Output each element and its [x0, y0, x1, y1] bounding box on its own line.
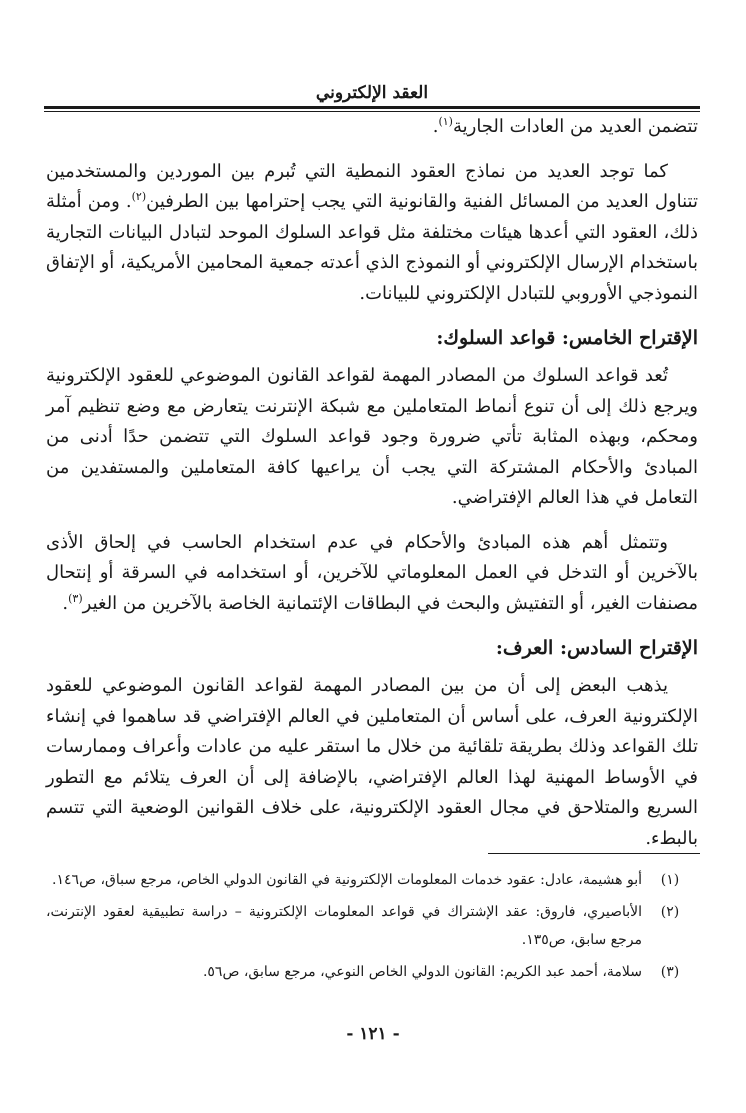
paragraph-text: وتتمثل أهم هذه المبادئ والأحكام في عدم استخدام الحاسب في إلحاق الأذى بالآخرين أو التدخل في العمل المعلوماتي للآخرين، أو استخدامه في السرقة أو إنتحال مصنفات الغير، أو التفتيش والبحث في البطاقات الإئتمانية الخاصة بالآخرين من الغير	[46, 531, 698, 614]
footnote-separator	[488, 853, 700, 854]
footnote-3	[46, 958, 698, 986]
paragraph-principles	[46, 528, 698, 620]
paragraph-text: كما توجد العديد من نماذج العقود النمطية التي تُبرم بين الموردين والمستخدمين تتناول العديد من المسائل الفنية والقانونية التي يجب إحترامها بين الطرفين	[46, 160, 698, 212]
running-header: العقد الإلكتروني	[315, 83, 429, 103]
footnote-ref-3[interactable]: (٣)	[68, 591, 83, 605]
footnote-1	[46, 866, 698, 894]
page-number: - ١٢١ -	[346, 1024, 400, 1044]
footnote-number: (١)	[660, 872, 680, 888]
footnote-number: (٢)	[660, 904, 680, 920]
header-rule-thick	[44, 106, 700, 109]
footnotes	[46, 866, 698, 990]
section-heading-conduct-rules: الإقتراح الخامس: قواعد السلوك:	[436, 327, 698, 349]
footnote-text: سلامة، أحمد عبد الكريم: القانون الدولي الخاص النوعي، مرجع سابق، ص٥٦.	[202, 964, 642, 980]
footnote-ref-1[interactable]: (١)	[438, 115, 453, 128]
paragraph-text-tail: . ومن أمثلة ذلك، العقود التي أعدها هيئات مختلفة مثل قواعد السلوك الموحد لتبادل البيانات التجارية باستخدام الإرسال الإلكتروني أو النموذج الذي أعدته جمعية المحامين الأمريكية، أو الإتفاق النموذجي الأوروبي للتبادل الإلكتروني للبيانات.	[46, 191, 698, 304]
paragraph-end: .	[432, 116, 439, 137]
section-heading-custom: الإقتراح السادس: العرف:	[495, 637, 698, 659]
main-text	[46, 112, 698, 868]
footnote-number: (٣)	[660, 964, 680, 980]
footnote-text: أبو هشيمة، عادل: عقود خدمات المعلومات الإلكترونية في القانون الدولي الخاص، مرجع سباق، ص١٤٦.	[52, 872, 642, 888]
footnote-text: الأباصيري، فاروق: عقد الإشتراك في قواعد المعلومات الإلكترونية – دراسة تطبيقية لعقود الإنترنت، مرجع سابق، ص١٣٥.	[46, 904, 642, 948]
paragraph-end: .	[62, 592, 69, 614]
footnote-ref-2[interactable]: (٢)	[131, 190, 147, 203]
paragraph-custom: يذهب البعض إلى أن من بين المصادر المهمة لقواعد القانون الموضوعي للعقود الإلكترونية العرف، على أساس أن المتعاملين في العالم الإفتراضي قد ساهموا في إنشاء تلك القواعد وذلك بطريقة تلقائية من خلال ما استقر عليه من عادات وأعراف وممارسات في الأوساط المهنية لهذا العالم الإفتراضي، بالإضافة إلى أن العرف يتلائم مع التطور السريع والمتلاحق في مجال العقود الإلكترونية، على خلاف القوانين الوضعية التي تتسم بالبطء.	[46, 675, 698, 849]
footnote-2	[46, 898, 698, 954]
paragraph-conduct-rules: تُعد قواعد السلوك من المصادر المهمة لقواعد القانون الموضوعي للعقود الإلكترونية ويرجع ذلك إلى أن تنوع أنماط المتعاملين مع شبكة الإنترنت يتعارض مع وضع تنظيم آمر ومحكم، وبهذه المثابة تأتي ضرورة وجود قواعد السلوك التي تتضمن حدًا أدنى من المبادئ والأحكام المشتركة التي يجب أن يراعيها كافة المتعاملين والمستفدين من التعامل في هذا العالم الإفتراضي.	[46, 365, 698, 508]
paragraph-text: تتضمن العديد من العادات الجارية	[452, 116, 698, 137]
paragraph-continuation	[46, 112, 698, 143]
paragraph-contract-models	[46, 157, 698, 310]
